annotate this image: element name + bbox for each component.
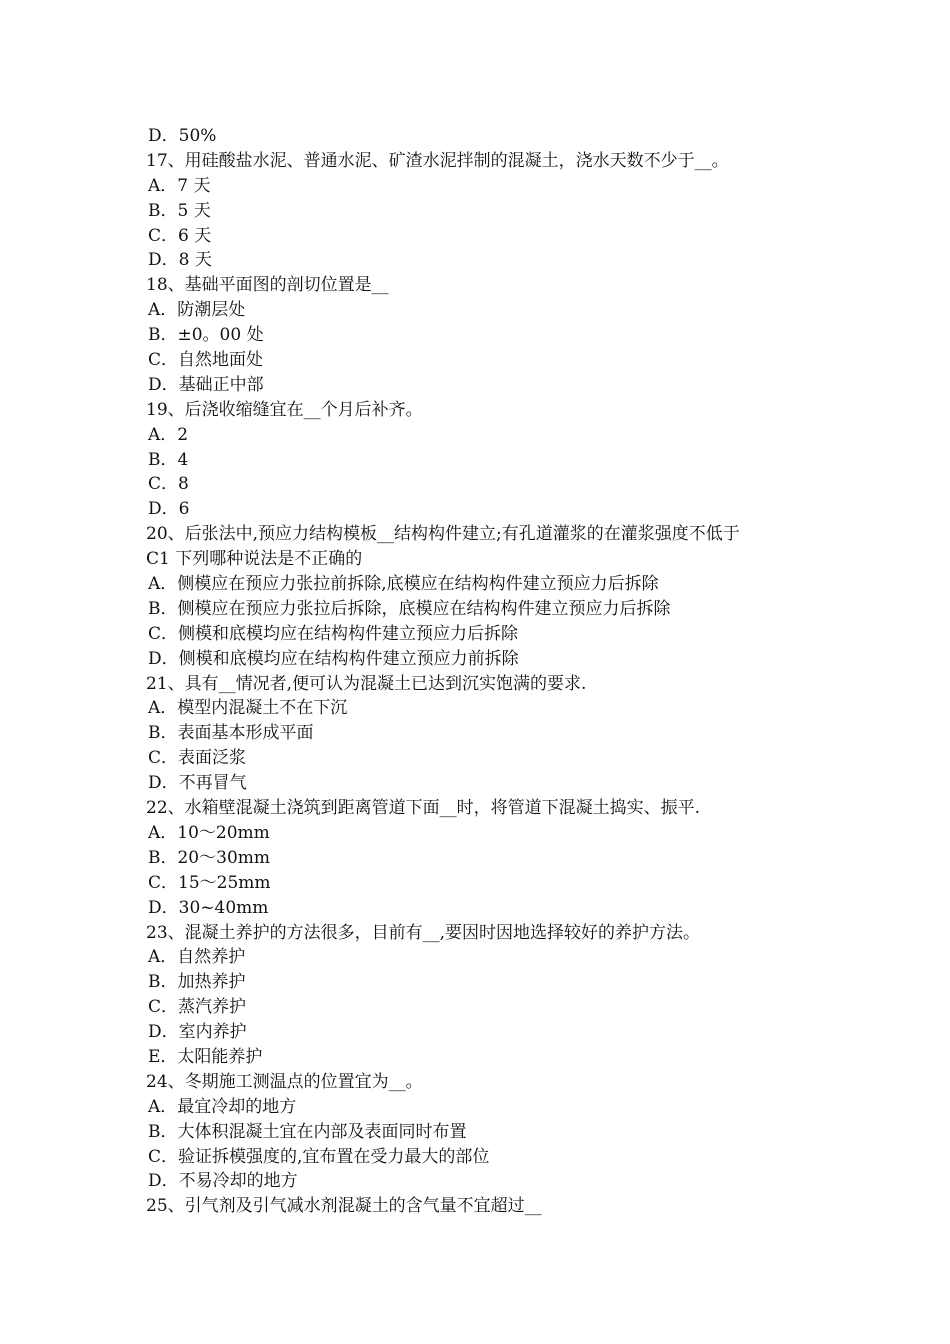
answer-option: C．15～25mm — [148, 872, 271, 893]
question-text: 23、混凝土养护的方法很多，目前有__,要因时因地选择较好的养护方法。 — [146, 922, 701, 943]
question-text: 24、冬期施工测温点的位置宜为__。 — [146, 1071, 423, 1092]
question-text: 22、水箱壁混凝土浇筑到距离管道下面__时，将管道下混凝土捣实、振平. — [146, 798, 701, 819]
answer-option: D．8 天 — [148, 250, 212, 271]
answer-option: B．侧模应在预应力张拉后拆除，底模应在结构构件建立预应力后拆除 — [148, 598, 671, 619]
answer-option: D．基础正中部 — [148, 374, 264, 395]
question-text: 19、后浇收缩缝宜在__个月后补齐。 — [146, 399, 423, 420]
answer-option: A．7 天 — [148, 175, 211, 196]
answer-option: D．30~40mm — [148, 897, 269, 918]
answer-option: D．不易冷却的地方 — [148, 1171, 298, 1192]
answer-option: D．不再冒气 — [148, 773, 247, 794]
answer-option: D．50% — [148, 126, 217, 146]
answer-option: B．大体积混凝土宜在内部及表面同时布置 — [148, 1121, 467, 1142]
answer-option: A．防潮层处 — [148, 300, 246, 321]
answer-option: C．侧模和底模均应在结构构件建立预应力后拆除 — [148, 623, 519, 644]
question-list — [146, 124, 826, 1219]
answer-option: D．6 — [148, 499, 190, 520]
answer-option: A．2 — [148, 424, 189, 445]
answer-option: C．蒸汽养护 — [148, 997, 247, 1018]
question-text: 25、引气剂及引气减水剂混凝土的含气量不宜超过__ — [146, 1196, 542, 1217]
question-text: 18、基础平面图的剖切位置是__ — [146, 275, 389, 296]
answer-option: C．6 天 — [148, 225, 212, 246]
answer-option: B．20～30mm — [148, 847, 270, 868]
answer-option: A．10～20mm — [148, 822, 270, 843]
answer-option: B．加热养护 — [148, 972, 246, 993]
question-text: 21、具有__情况者,便可认为混凝土已达到沉实饱满的要求. — [146, 673, 587, 694]
answer-option: E．太阳能养护 — [148, 1046, 263, 1067]
answer-option: C．自然地面处 — [148, 350, 264, 371]
answer-option: A．侧模应在预应力张拉前拆除,底模应在结构构件建立预应力后拆除 — [148, 574, 659, 595]
answer-option: D．侧模和底模均应在结构构件建立预应力前拆除 — [148, 648, 519, 669]
answer-option: B．5 天 — [148, 200, 211, 221]
answer-option: D．室内养护 — [148, 1022, 247, 1043]
answer-option: A．模型内混凝土不在下沉 — [148, 698, 348, 719]
question-text: C1 下列哪种说法是不正确的 — [146, 549, 363, 570]
answer-option: B．4 — [148, 449, 189, 470]
answer-option: A．最宜冷却的地方 — [148, 1096, 297, 1117]
question-text: 17、用硅酸盐水泥、普通水泥、矿渣水泥拌制的混凝土，浇水天数不少于__。 — [146, 150, 729, 171]
answer-option: C．表面泛浆 — [148, 748, 247, 769]
answer-option: B．表面基本形成平面 — [148, 723, 314, 744]
answer-option: B．±0。00 处 — [148, 325, 264, 346]
answer-option: C．8 — [148, 474, 189, 495]
question-text: 20、后张法中,预应力结构模板__结构构件建立;有孔道灌浆的在灌浆强度不低于 — [146, 524, 740, 545]
answer-option: A．自然养护 — [148, 947, 246, 968]
answer-option: C．验证拆模强度的,宜布置在受力最大的部位 — [148, 1146, 490, 1167]
